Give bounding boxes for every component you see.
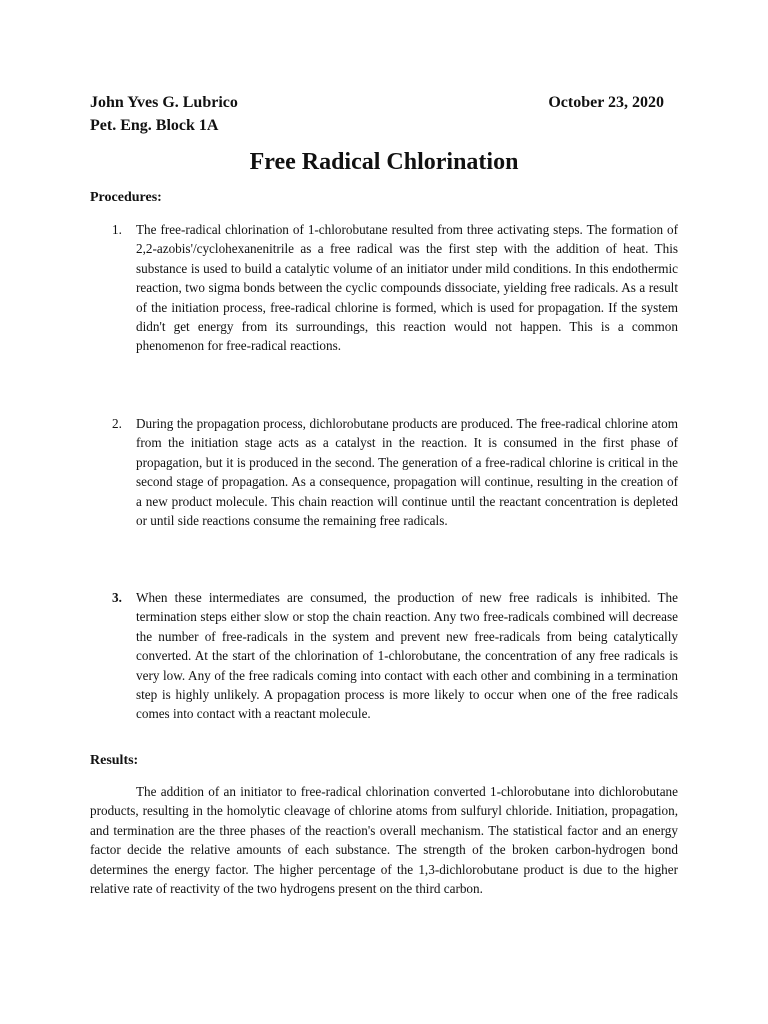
procedure-number-3: 3. (112, 590, 122, 605)
author-name: John Yves G. Lubrico (90, 94, 238, 111)
procedure-text-2: During the propagation process, dichlorobutane products are produced. The free-radical chlorine atom from the initiation stage acts as a catalyst in the reaction. It is consumed in the first phase of propagation, but it is produced in the second. The generation of a free-radical chlorine is critical in the second stage of propagation. As a consequence, propagation will continue, resulting in the creation of a new product molecule. This chain reaction will continue until the reactant concentration is depleted or until side reactions consume the remaining free radicals. (136, 416, 678, 529)
procedure-text-1: The free-radical chlorination of 1-chlorobutane resulted from three activating steps. The formation of 2,2-azobis'/cyclohexanenitrile as a free radical was the first step with the addition of heat. This substance is used to build a catalytic volume of an initiator under mild conditions. In this endothermic reaction, two sigma bonds between the cyclic compounds dissociate, yielding free radicals. As a result of the initiation process, free-radical chlorine is formed, which is used for propagation. If the system didn't get energy from its surroundings, this reaction would not happen. This is a common phenomenon for free-radical reactions. (136, 222, 678, 354)
procedure-item-2 (90, 414, 678, 530)
document-title: Free Radical Chlorination (249, 149, 519, 175)
procedure-number-2: 2. (112, 416, 122, 431)
document-header (90, 94, 664, 114)
document-date: October 23, 2020 (548, 94, 664, 111)
procedure-item-3 (90, 588, 678, 724)
procedures-heading: Procedures: (90, 190, 162, 205)
procedure-item-1 (90, 220, 678, 356)
procedure-number-1: 1. (112, 222, 122, 237)
procedure-text-3: When these intermediates are consumed, the production of new free radicals is inhibited. The termination steps either slow or stop the chain reaction. Any two free-radicals combined will decrease the number of free-radicals in the system and prevent new free-radicals from being catalytically converted. At the start of the chlorination of 1-chlorobutane, the concentration of any free radicals is very low. Any of the free radicals coming into contact with each other and combining in a termination step is highly unlikely. A propagation process is more likely to occur when one of the free radicals comes into contact with a reactant molecule. (136, 590, 678, 722)
class-block: Pet. Eng. Block 1A (90, 117, 219, 134)
results-paragraph: The addition of an initiator to free-radical chlorination converted 1-chlorobutane into dichlorobutane products, resulting in the homolytic cleavage of chlorine atoms from sulfuryl chloride. Initiation, propagation, and termination are the three phases of the reaction's overall mechanism. The statistical factor and an energy factor decide the relative amounts of each substance. The strength of the broken carbon-hydrogen bond determines the energy factor. The higher percentage of the 1,3-dichlorobutane product is due to the higher relative rate of reactivity of the two hydrogens present on the third carbon. (90, 784, 678, 897)
results-heading: Results: (90, 753, 139, 768)
